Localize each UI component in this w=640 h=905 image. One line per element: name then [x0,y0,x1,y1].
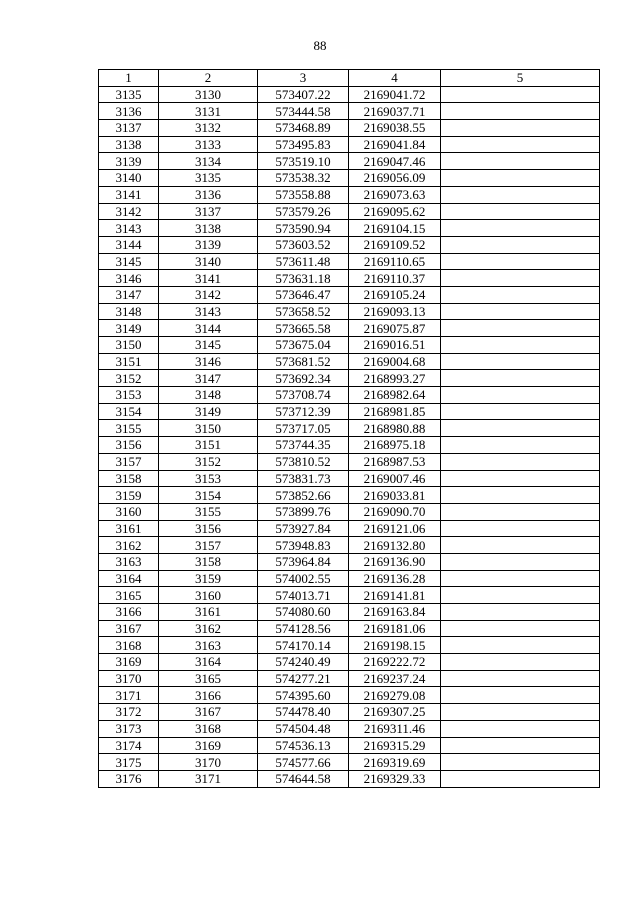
table-cell-col-3: 574013.71 [258,587,349,604]
table-cell-col-3: 573852.66 [258,487,349,504]
table-cell-col-2: 3138 [159,220,258,237]
table-cell-col-3: 573444.58 [258,103,349,120]
table-cell-col-3: 574080.60 [258,604,349,621]
table-row [99,520,600,537]
table-cell-col-3: 573717.05 [258,420,349,437]
table-cell-col-3: 573658.52 [258,303,349,320]
table-cell-col-5 [441,437,600,454]
table-cell-col-4: 2169311.46 [349,720,441,737]
table-cell-col-2: 3144 [159,320,258,337]
table-cell-col-5 [441,520,600,537]
table-cell-col-3: 574170.14 [258,637,349,654]
table-cell-col-3: 573603.52 [258,236,349,253]
table-cell-col-4: 2168980.88 [349,420,441,437]
table-cell-col-1: 3162 [99,537,159,554]
table-cell-col-4: 2169037.71 [349,103,441,120]
table-cell-col-3: 573675.04 [258,337,349,354]
table-body [99,86,600,787]
table-cell-col-2: 3130 [159,86,258,103]
table-cell-col-2: 3160 [159,587,258,604]
table-cell-col-1: 3153 [99,387,159,404]
table-cell-col-5 [441,420,600,437]
table-cell-col-1: 3148 [99,303,159,320]
table-cell-col-2: 3157 [159,537,258,554]
table-cell-col-5 [441,220,600,237]
table-cell-col-4: 2169319.69 [349,754,441,771]
table-cell-col-5 [441,620,600,637]
table-cell-col-1: 3165 [99,587,159,604]
table-cell-col-3: 573611.48 [258,253,349,270]
table-row [99,637,600,654]
table-cell-col-4: 2169041.72 [349,86,441,103]
table-cell-col-2: 3166 [159,687,258,704]
table-cell-col-1: 3171 [99,687,159,704]
table-cell-col-4: 2169056.09 [349,170,441,187]
table-row [99,370,600,387]
table-row [99,203,600,220]
table-cell-col-4: 2169141.81 [349,587,441,604]
table-cell-col-4: 2169110.65 [349,253,441,270]
table-row [99,120,600,137]
table-cell-col-5 [441,337,600,354]
table-cell-col-5 [441,687,600,704]
table-cell-col-3: 573538.32 [258,170,349,187]
table-cell-col-2: 3143 [159,303,258,320]
table-cell-col-4: 2169093.13 [349,303,441,320]
table-cell-col-1: 3136 [99,103,159,120]
table-row [99,503,600,520]
table-cell-col-4: 2169329.33 [349,770,441,787]
table-cell-col-4: 2169007.46 [349,470,441,487]
table-cell-col-5 [441,86,600,103]
table-cell-col-2: 3132 [159,120,258,137]
column-header-1: 1 [99,70,159,87]
table-cell-col-2: 3154 [159,487,258,504]
table-row [99,553,600,570]
table-cell-col-1: 3170 [99,670,159,687]
table-cell-col-5 [441,654,600,671]
table-cell-col-5 [441,470,600,487]
table-cell-col-1: 3164 [99,570,159,587]
table-row [99,620,600,637]
table-cell-col-4: 2169109.52 [349,236,441,253]
table-cell-col-5 [441,403,600,420]
table-cell-col-1: 3161 [99,520,159,537]
table-cell-col-1: 3158 [99,470,159,487]
column-header-3: 3 [258,70,349,87]
table-cell-col-1: 3169 [99,654,159,671]
table-cell-col-1: 3139 [99,153,159,170]
table-row [99,320,600,337]
table-row [99,570,600,587]
table-cell-col-3: 573468.89 [258,120,349,137]
table-cell-col-5 [441,587,600,604]
table-cell-col-1: 3145 [99,253,159,270]
table-cell-col-4: 2169075.87 [349,320,441,337]
table-cell-col-5 [441,186,600,203]
table-cell-col-2: 3151 [159,437,258,454]
table-cell-col-1: 3167 [99,620,159,637]
table-cell-col-5 [441,153,600,170]
table-row [99,103,600,120]
table-cell-col-1: 3137 [99,120,159,137]
table-cell-col-2: 3153 [159,470,258,487]
table-cell-col-3: 573590.94 [258,220,349,237]
table-cell-col-3: 574478.40 [258,704,349,721]
table-cell-col-4: 2168981.85 [349,403,441,420]
table-cell-col-2: 3167 [159,704,258,721]
table-cell-col-3: 573712.39 [258,403,349,420]
table-cell-col-5 [441,270,600,287]
table-row [99,153,600,170]
table-cell-col-1: 3176 [99,770,159,787]
table-cell-col-1: 3173 [99,720,159,737]
table-cell-col-3: 573646.47 [258,286,349,303]
table-cell-col-2: 3137 [159,203,258,220]
table-row [99,170,600,187]
table-cell-col-1: 3168 [99,637,159,654]
table-cell-col-1: 3155 [99,420,159,437]
table-cell-col-5 [441,604,600,621]
table-cell-col-4: 2169163.84 [349,604,441,621]
table-cell-col-3: 573407.22 [258,86,349,103]
coordinates-table [98,69,600,788]
table-cell-col-5 [441,286,600,303]
table-cell-col-2: 3164 [159,654,258,671]
table-cell-col-2: 3169 [159,737,258,754]
table-cell-col-3: 574395.60 [258,687,349,704]
table-cell-col-2: 3148 [159,387,258,404]
table-cell-col-2: 3170 [159,754,258,771]
table-cell-col-3: 574002.55 [258,570,349,587]
table-cell-col-5 [441,670,600,687]
column-header-5: 5 [441,70,600,87]
table-row [99,587,600,604]
table-cell-col-4: 2169198.15 [349,637,441,654]
table-cell-col-2: 3141 [159,270,258,287]
table-cell-col-4: 2168987.53 [349,453,441,470]
table-cell-col-4: 2168982.64 [349,387,441,404]
table-row [99,403,600,420]
table-row [99,704,600,721]
table-cell-col-5 [441,253,600,270]
table-cell-col-5 [441,136,600,153]
table-row [99,670,600,687]
table-cell-col-2: 3155 [159,503,258,520]
table-cell-col-3: 574577.66 [258,754,349,771]
table-cell-col-4: 2169307.25 [349,704,441,721]
table-cell-col-4: 2169315.29 [349,737,441,754]
table-cell-col-3: 574536.13 [258,737,349,754]
table-cell-col-3: 574504.48 [258,720,349,737]
table-cell-col-5 [441,387,600,404]
table-cell-col-4: 2169237.24 [349,670,441,687]
table-cell-col-5 [441,720,600,737]
table-cell-col-2: 3156 [159,520,258,537]
table-cell-col-2: 3136 [159,186,258,203]
table-cell-col-3: 573708.74 [258,387,349,404]
table-cell-col-3: 573558.88 [258,186,349,203]
table-cell-col-4: 2169104.15 [349,220,441,237]
table-cell-col-3: 574644.58 [258,770,349,787]
table-cell-col-1: 3157 [99,453,159,470]
table-row [99,220,600,237]
table-cell-col-2: 3159 [159,570,258,587]
table-row [99,770,600,787]
table-cell-col-4: 2169181.06 [349,620,441,637]
table-cell-col-5 [441,120,600,137]
table-row [99,420,600,437]
table-cell-col-4: 2169222.72 [349,654,441,671]
table-cell-col-1: 3175 [99,754,159,771]
table-row [99,303,600,320]
table-cell-col-1: 3144 [99,236,159,253]
table-cell-col-5 [441,320,600,337]
table-cell-col-2: 3139 [159,236,258,253]
table-cell-col-4: 2169033.81 [349,487,441,504]
table-cell-col-4: 2169073.63 [349,186,441,203]
table-cell-col-1: 3135 [99,86,159,103]
table-cell-col-5 [441,770,600,787]
table-cell-col-1: 3149 [99,320,159,337]
table-cell-col-5 [441,637,600,654]
table-row [99,470,600,487]
table-cell-col-1: 3143 [99,220,159,237]
table-row [99,537,600,554]
table-cell-col-1: 3141 [99,186,159,203]
table-cell-col-2: 3135 [159,170,258,187]
table-row [99,604,600,621]
table-cell-col-1: 3174 [99,737,159,754]
table-cell-col-4: 2169016.51 [349,337,441,354]
table-cell-col-5 [441,370,600,387]
table-row [99,286,600,303]
table-cell-col-1: 3166 [99,604,159,621]
table-cell-col-4: 2169038.55 [349,120,441,137]
table-cell-col-1: 3150 [99,337,159,354]
table-cell-col-5 [441,103,600,120]
table-cell-col-1: 3154 [99,403,159,420]
table-cell-col-1: 3172 [99,704,159,721]
table-cell-col-2: 3134 [159,153,258,170]
page-number: 88 [313,38,327,53]
table-cell-col-3: 573810.52 [258,453,349,470]
table-cell-col-2: 3168 [159,720,258,737]
table-cell-col-4: 2169047.46 [349,153,441,170]
table-cell-col-3: 573948.83 [258,537,349,554]
column-header-4: 4 [349,70,441,87]
table-cell-col-4: 2169041.84 [349,136,441,153]
table-cell-col-2: 3149 [159,403,258,420]
table-cell-col-3: 574240.49 [258,654,349,671]
table-cell-col-5 [441,453,600,470]
table-cell-col-2: 3140 [159,253,258,270]
table-cell-col-3: 573681.52 [258,353,349,370]
table-cell-col-5 [441,570,600,587]
table-row [99,654,600,671]
table-cell-col-5 [441,170,600,187]
table-cell-col-1: 3163 [99,553,159,570]
table-row [99,437,600,454]
table-cell-col-3: 573927.84 [258,520,349,537]
table-cell-col-5 [441,704,600,721]
table-row [99,754,600,771]
table-cell-col-4: 2169121.06 [349,520,441,537]
table-cell-col-2: 3152 [159,453,258,470]
table-cell-col-3: 573519.10 [258,153,349,170]
table-cell-col-1: 3147 [99,286,159,303]
table-row [99,136,600,153]
table-row [99,186,600,203]
table-cell-col-1: 3142 [99,203,159,220]
table-cell-col-3: 573631.18 [258,270,349,287]
table-cell-col-2: 3150 [159,420,258,437]
table-cell-col-5 [441,203,600,220]
table-cell-col-4: 2169279.08 [349,687,441,704]
table-cell-col-4: 2169136.90 [349,553,441,570]
table-row [99,86,600,103]
table-cell-col-5 [441,737,600,754]
table-cell-col-3: 574128.56 [258,620,349,637]
table-cell-col-2: 3146 [159,353,258,370]
table-cell-col-4: 2168975.18 [349,437,441,454]
table-cell-col-4: 2169095.62 [349,203,441,220]
table-cell-col-5 [441,353,600,370]
table-row [99,453,600,470]
table-row [99,737,600,754]
table-row [99,720,600,737]
table-cell-col-4: 2169110.37 [349,270,441,287]
table-cell-col-1: 3138 [99,136,159,153]
table-cell-col-1: 3159 [99,487,159,504]
table-cell-col-3: 573692.34 [258,370,349,387]
table-cell-col-3: 573899.76 [258,503,349,520]
table-cell-col-5 [441,303,600,320]
table-row [99,387,600,404]
table-cell-col-4: 2168993.27 [349,370,441,387]
table-row [99,270,600,287]
table-cell-col-4: 2169090.70 [349,503,441,520]
table-cell-col-1: 3140 [99,170,159,187]
table-cell-col-2: 3171 [159,770,258,787]
table-cell-col-5 [441,487,600,504]
table-cell-col-2: 3162 [159,620,258,637]
table-cell-col-3: 573744.35 [258,437,349,454]
table-cell-col-5 [441,503,600,520]
table-cell-col-5 [441,236,600,253]
table-cell-col-4: 2169136.28 [349,570,441,587]
column-header-2: 2 [159,70,258,87]
table-cell-col-2: 3165 [159,670,258,687]
table-cell-col-3: 573831.73 [258,470,349,487]
table-cell-col-2: 3163 [159,637,258,654]
table-cell-col-1: 3151 [99,353,159,370]
table-cell-col-3: 573495.83 [258,136,349,153]
table-cell-col-2: 3145 [159,337,258,354]
table-cell-col-4: 2169132.80 [349,537,441,554]
table-row [99,687,600,704]
table-cell-col-2: 3131 [159,103,258,120]
table-cell-col-1: 3156 [99,437,159,454]
table-cell-col-3: 573665.58 [258,320,349,337]
table-cell-col-5 [441,537,600,554]
table-cell-col-1: 3146 [99,270,159,287]
table-cell-col-4: 2169105.24 [349,286,441,303]
table-cell-col-1: 3160 [99,503,159,520]
table-cell-col-2: 3147 [159,370,258,387]
table-row [99,487,600,504]
table-cell-col-2: 3142 [159,286,258,303]
table-cell-col-1: 3152 [99,370,159,387]
table-cell-col-3: 574277.21 [258,670,349,687]
table-cell-col-4: 2169004.68 [349,353,441,370]
table-row [99,236,600,253]
table-row [99,353,600,370]
table-cell-col-2: 3133 [159,136,258,153]
table-cell-col-2: 3158 [159,553,258,570]
table-cell-col-3: 573579.26 [258,203,349,220]
table-row [99,253,600,270]
table-cell-col-2: 3161 [159,604,258,621]
table-cell-col-5 [441,553,600,570]
table-cell-col-3: 573964.84 [258,553,349,570]
table-header-row [99,70,600,87]
table-row [99,337,600,354]
table-cell-col-5 [441,754,600,771]
